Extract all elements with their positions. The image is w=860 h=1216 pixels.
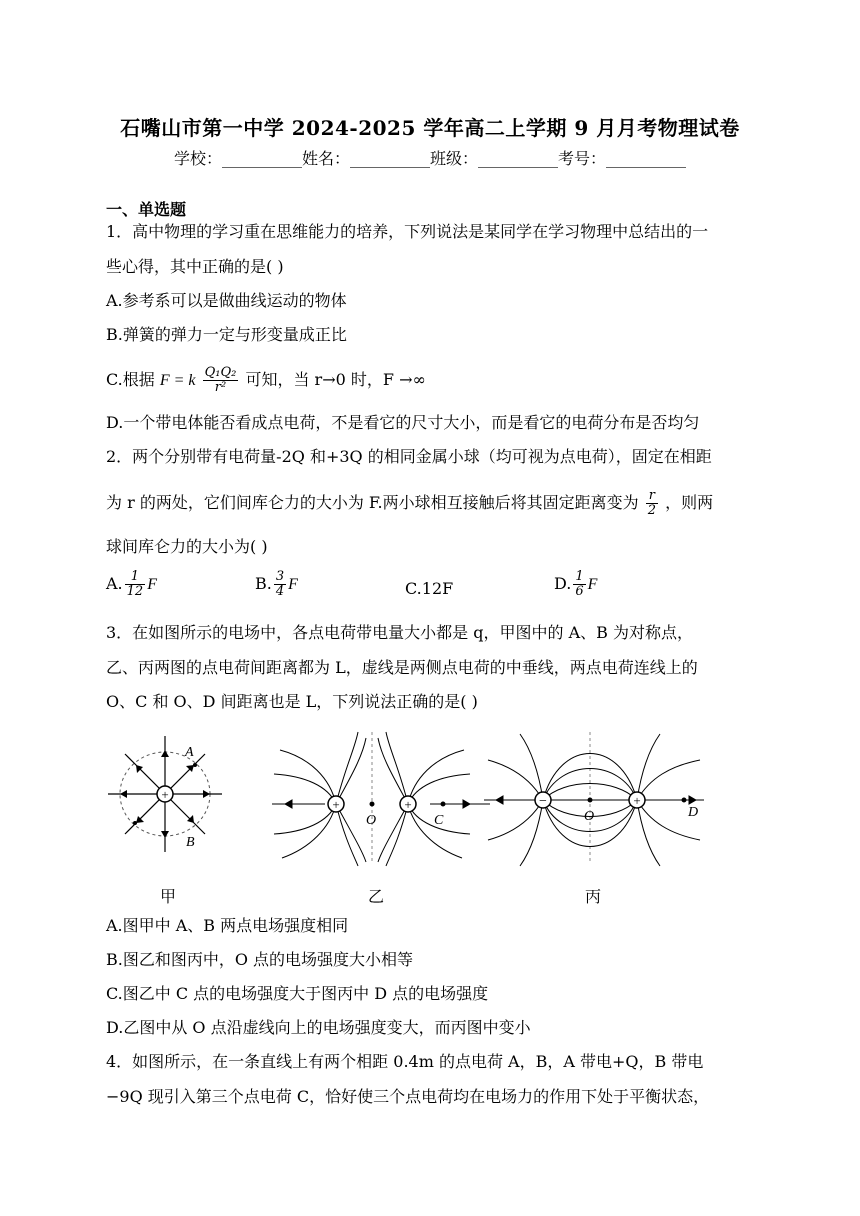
q2-opta-unit: F [147, 576, 157, 593]
q1-optc-numerator: Q₁Q₂ [204, 365, 237, 380]
q3-option-d: D.乙图中从 O 点沿虚线向上的电场强度变大，而丙图中变小 [106, 1018, 531, 1037]
point-a-label: A [185, 745, 194, 760]
q3-stem-line1: 3．在如图所示的电场中，各点电荷带电量大小都是 q，甲图中的 A、B 为对称点， [106, 623, 693, 642]
figure-label-yi: 乙 [368, 887, 385, 906]
q2-line2-fraction [646, 489, 658, 518]
q3-option-c: C.图乙中 C 点的电场强度大于图丙中 D 点的电场强度 [106, 984, 489, 1003]
q1-option-c [106, 360, 426, 401]
q1-option-d: D.一个带电体能否看成点电荷，不是看它的尺寸大小，而是看它的电荷分布是否均匀 [106, 413, 700, 432]
q1-option-b: B.弹簧的弹力一定与形变量成正比 [106, 325, 347, 344]
q2-stem-line3: 球间库仑力的大小为( ) [106, 537, 268, 556]
q2-opta-num: 1 [125, 570, 146, 585]
q1-stem-line2: 些心得，其中正确的是( ) [106, 257, 284, 276]
point-o-label-bing: O [584, 809, 595, 824]
q2-line2-prefix: 为 r 的两处，它们间库仑力的大小为 F.两小球相互接触后将其固定距离变为 [106, 493, 639, 512]
q1-optc-denominator: r² [214, 380, 227, 395]
q2-optd-num: 1 [575, 569, 584, 584]
q2-line2-suffix: ，则两 [665, 493, 714, 512]
q2-line2-numerator: r [646, 489, 658, 504]
q2-optd-den: 6 [575, 584, 584, 599]
figure-label-jia: 甲 [160, 887, 177, 906]
q2-stem-line1: 2．两个分别带有电荷量-2Q 和+3Q 的相同金属小球（均可视为点电荷），固定在相距 [106, 447, 712, 466]
electric-field-figures [100, 728, 720, 868]
point-c-label: C [434, 813, 444, 828]
svg-text:−: − [539, 794, 547, 809]
q2-option-a [106, 570, 157, 599]
point-d-label: D [688, 805, 699, 820]
svg-text:+: + [633, 793, 641, 808]
svg-text:+: + [161, 787, 169, 802]
q1-stem-line1: 1．高中物理的学习重在思维能力的培养，下列说法是某同学在学习物理中总结出的一 [106, 222, 709, 241]
q1-optc-prefix: C.根据 [106, 370, 155, 389]
q2-optb-den: 4 [275, 584, 285, 599]
figure-label-bing: 丙 [585, 887, 602, 906]
q1-optc-formula-lhs: F = k [159, 372, 196, 389]
figure-yi-two-positive-charges [272, 732, 490, 866]
q2-optd-label: D. [554, 574, 572, 593]
q2-optd-fraction [573, 570, 585, 599]
point-o-label-yi: O [366, 813, 377, 828]
q2-optb-label: B. [255, 574, 272, 593]
q4-stem-line2: −9Q 现引入第三个点电荷 C，恰好使三个点电荷均在电场力的作用下处于平衡状态， [106, 1087, 710, 1106]
q2-opta-label: A. [106, 574, 123, 593]
q2-line2-denominator: 2 [647, 503, 656, 518]
svg-text:+: + [404, 797, 412, 812]
q2-optd-unit: F [587, 576, 598, 593]
q2-optb-num: 3 [275, 569, 285, 584]
figure-bing-dipole [484, 732, 704, 866]
q1-optc-fraction [203, 366, 239, 395]
q4-stem-line1: 4．如图所示，在一条直线上有两个相距 0.4m 的点电荷 A，B，A 带电+Q，B 带电 [106, 1052, 704, 1071]
figure-jia-single-charge [108, 736, 222, 852]
q3-stem-line2: 乙、丙两图的点电荷间距离都为 L，虚线是两侧点电荷的中垂线，两点电荷连线上的 [106, 658, 698, 677]
q1-option-a: A.参考系可以是做曲线运动的物体 [106, 291, 347, 310]
q2-optb-unit: F [288, 576, 298, 593]
q2-option-d [554, 570, 597, 599]
q3-stem-line3: O、C 和 O、D 间距离也是 L，下列说法正确的是( ) [106, 692, 478, 711]
q3-option-a: A.图甲中 A、B 两点电场强度相同 [106, 916, 349, 935]
q3-option-b: B.图乙和图丙中，O 点的电场强度大小相等 [106, 950, 414, 969]
svg-text:+: + [332, 797, 340, 812]
q2-optb-fraction [274, 570, 286, 599]
q2-opta-den: 12 [126, 584, 144, 599]
student-info-text: 学校：__________姓名：__________班级：__________考号：__________ [173, 149, 686, 168]
exam-title: 石嘴山市第一中学 2024-2025 学年高二上学期 9 月月考物理试卷 [120, 116, 740, 140]
q2-option-c: C.12F [405, 579, 454, 598]
student-info-line [0, 146, 860, 169]
q1-optc-suffix: 可知，当 r→0 时，F →∞ [245, 370, 426, 389]
point-b-label: B [186, 835, 195, 850]
q2-stem-line2 [106, 483, 713, 523]
q2-option-b [255, 570, 298, 599]
q2-opta-fraction [125, 570, 146, 599]
section-heading: 一、单选题 [106, 200, 187, 219]
